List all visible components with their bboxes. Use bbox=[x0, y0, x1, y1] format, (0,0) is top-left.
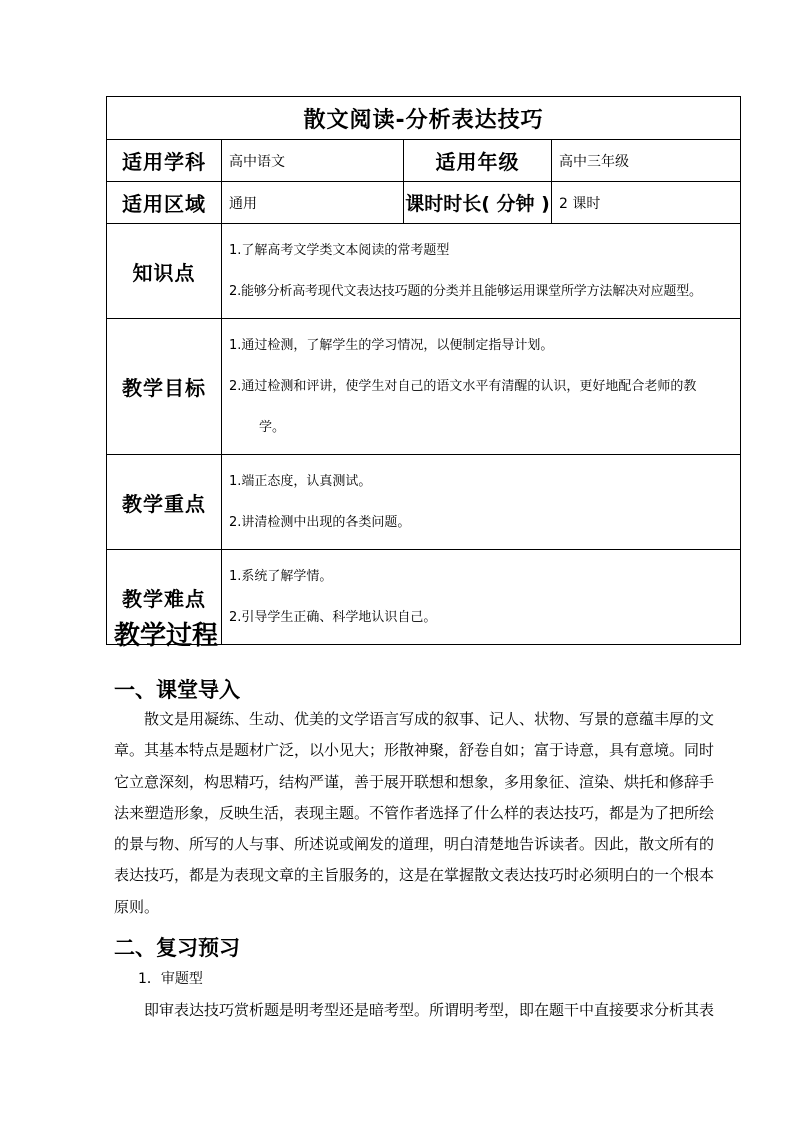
duration-value: 2 课时 bbox=[552, 182, 741, 224]
subheading-question-type: 1．审题型 bbox=[138, 971, 203, 987]
paragraph-line: 的景与物、所写的人与事、所述说或阐发的道理，明白清楚地告诉读者。因此，散文所有的 bbox=[114, 835, 715, 854]
process-heading: 教学过程 bbox=[114, 621, 219, 651]
difficulty-item: 2.引导学生正确、科学地认识自己。 bbox=[229, 610, 437, 625]
focus-label: 教学重点 bbox=[107, 455, 222, 550]
focus-list bbox=[222, 455, 741, 550]
section-heading-intro: 一、课堂导入 bbox=[114, 678, 240, 702]
knowledge-item: 1.了解高考文学类文本阅读的常考题型 bbox=[229, 243, 450, 258]
grade-value: 高中三年级 bbox=[552, 140, 741, 182]
knowledge-item: 2.能够分析高考现代文表达技巧题的分类并且能够运用课堂所学方法解决对应题型。 bbox=[229, 284, 702, 299]
goals-item: 学。 bbox=[259, 420, 286, 435]
paragraph-line: 散文是用凝练、生动、优美的文学语言写成的叙事、记人、状物、写景的意蕴丰厚的文 bbox=[144, 710, 715, 728]
region-value: 通用 bbox=[222, 182, 404, 224]
lesson-info-table bbox=[106, 96, 741, 645]
intro-paragraph bbox=[114, 704, 715, 923]
paragraph-line: 法来塑造形象，反映生活，表现主题。不管作者选择了什么样的表达技巧，都是为了把所绘 bbox=[114, 803, 715, 822]
paragraph-line: 章。其基本特点是题材广泛，以小见大；形散神聚，舒卷自如；富于诗意，具有意境。同时 bbox=[114, 741, 715, 760]
review-paragraph bbox=[114, 995, 715, 1026]
focus-item: 1.端正态度，认真测试。 bbox=[229, 474, 372, 489]
duration-label: 课时时长( 分钟 ) bbox=[404, 182, 552, 224]
goals-list bbox=[222, 319, 741, 455]
goals-item: 2.通过检测和评讲，使学生对自己的语文水平有清醒的认识，更好地配合老师的教 bbox=[229, 379, 697, 394]
section-heading-review: 二、复习预习 bbox=[114, 936, 240, 960]
difficulty-item: 1.系统了解学情。 bbox=[229, 569, 333, 584]
grade-label: 适用年级 bbox=[404, 140, 552, 182]
knowledge-label: 知识点 bbox=[107, 224, 222, 319]
focus-item: 2.讲清检测中出现的各类问题。 bbox=[229, 515, 411, 530]
lesson-title: 散文阅读-分析表达技巧 bbox=[107, 97, 741, 140]
goals-label: 教学目标 bbox=[107, 319, 222, 455]
goals-item: 1.通过检测，了解学生的学习情况，以便制定指导计划。 bbox=[229, 338, 554, 353]
knowledge-list bbox=[222, 224, 741, 319]
paragraph-line: 它立意深刻，构思精巧，结构严谨，善于展开联想和想象，多用象征、渲染、烘托和修辞手 bbox=[114, 772, 715, 791]
paragraph-line: 表达技巧，都是为表现文章的主旨服务的，这是在掌握散文表达技巧时必须明白的一个根本 bbox=[114, 866, 715, 885]
difficulty-list bbox=[222, 550, 741, 645]
paragraph-line: 即审表达技巧赏析题是明考型还是暗考型。所谓明考型，即在题干中直接要求分析其表 bbox=[144, 1001, 715, 1019]
region-label: 适用区域 bbox=[107, 182, 222, 224]
subject-value: 高中语文 bbox=[222, 140, 404, 182]
subject-label: 适用学科 bbox=[107, 140, 222, 182]
difficulty-label: 教学难点 bbox=[107, 550, 222, 645]
paragraph-line: 原则。 bbox=[114, 897, 160, 916]
